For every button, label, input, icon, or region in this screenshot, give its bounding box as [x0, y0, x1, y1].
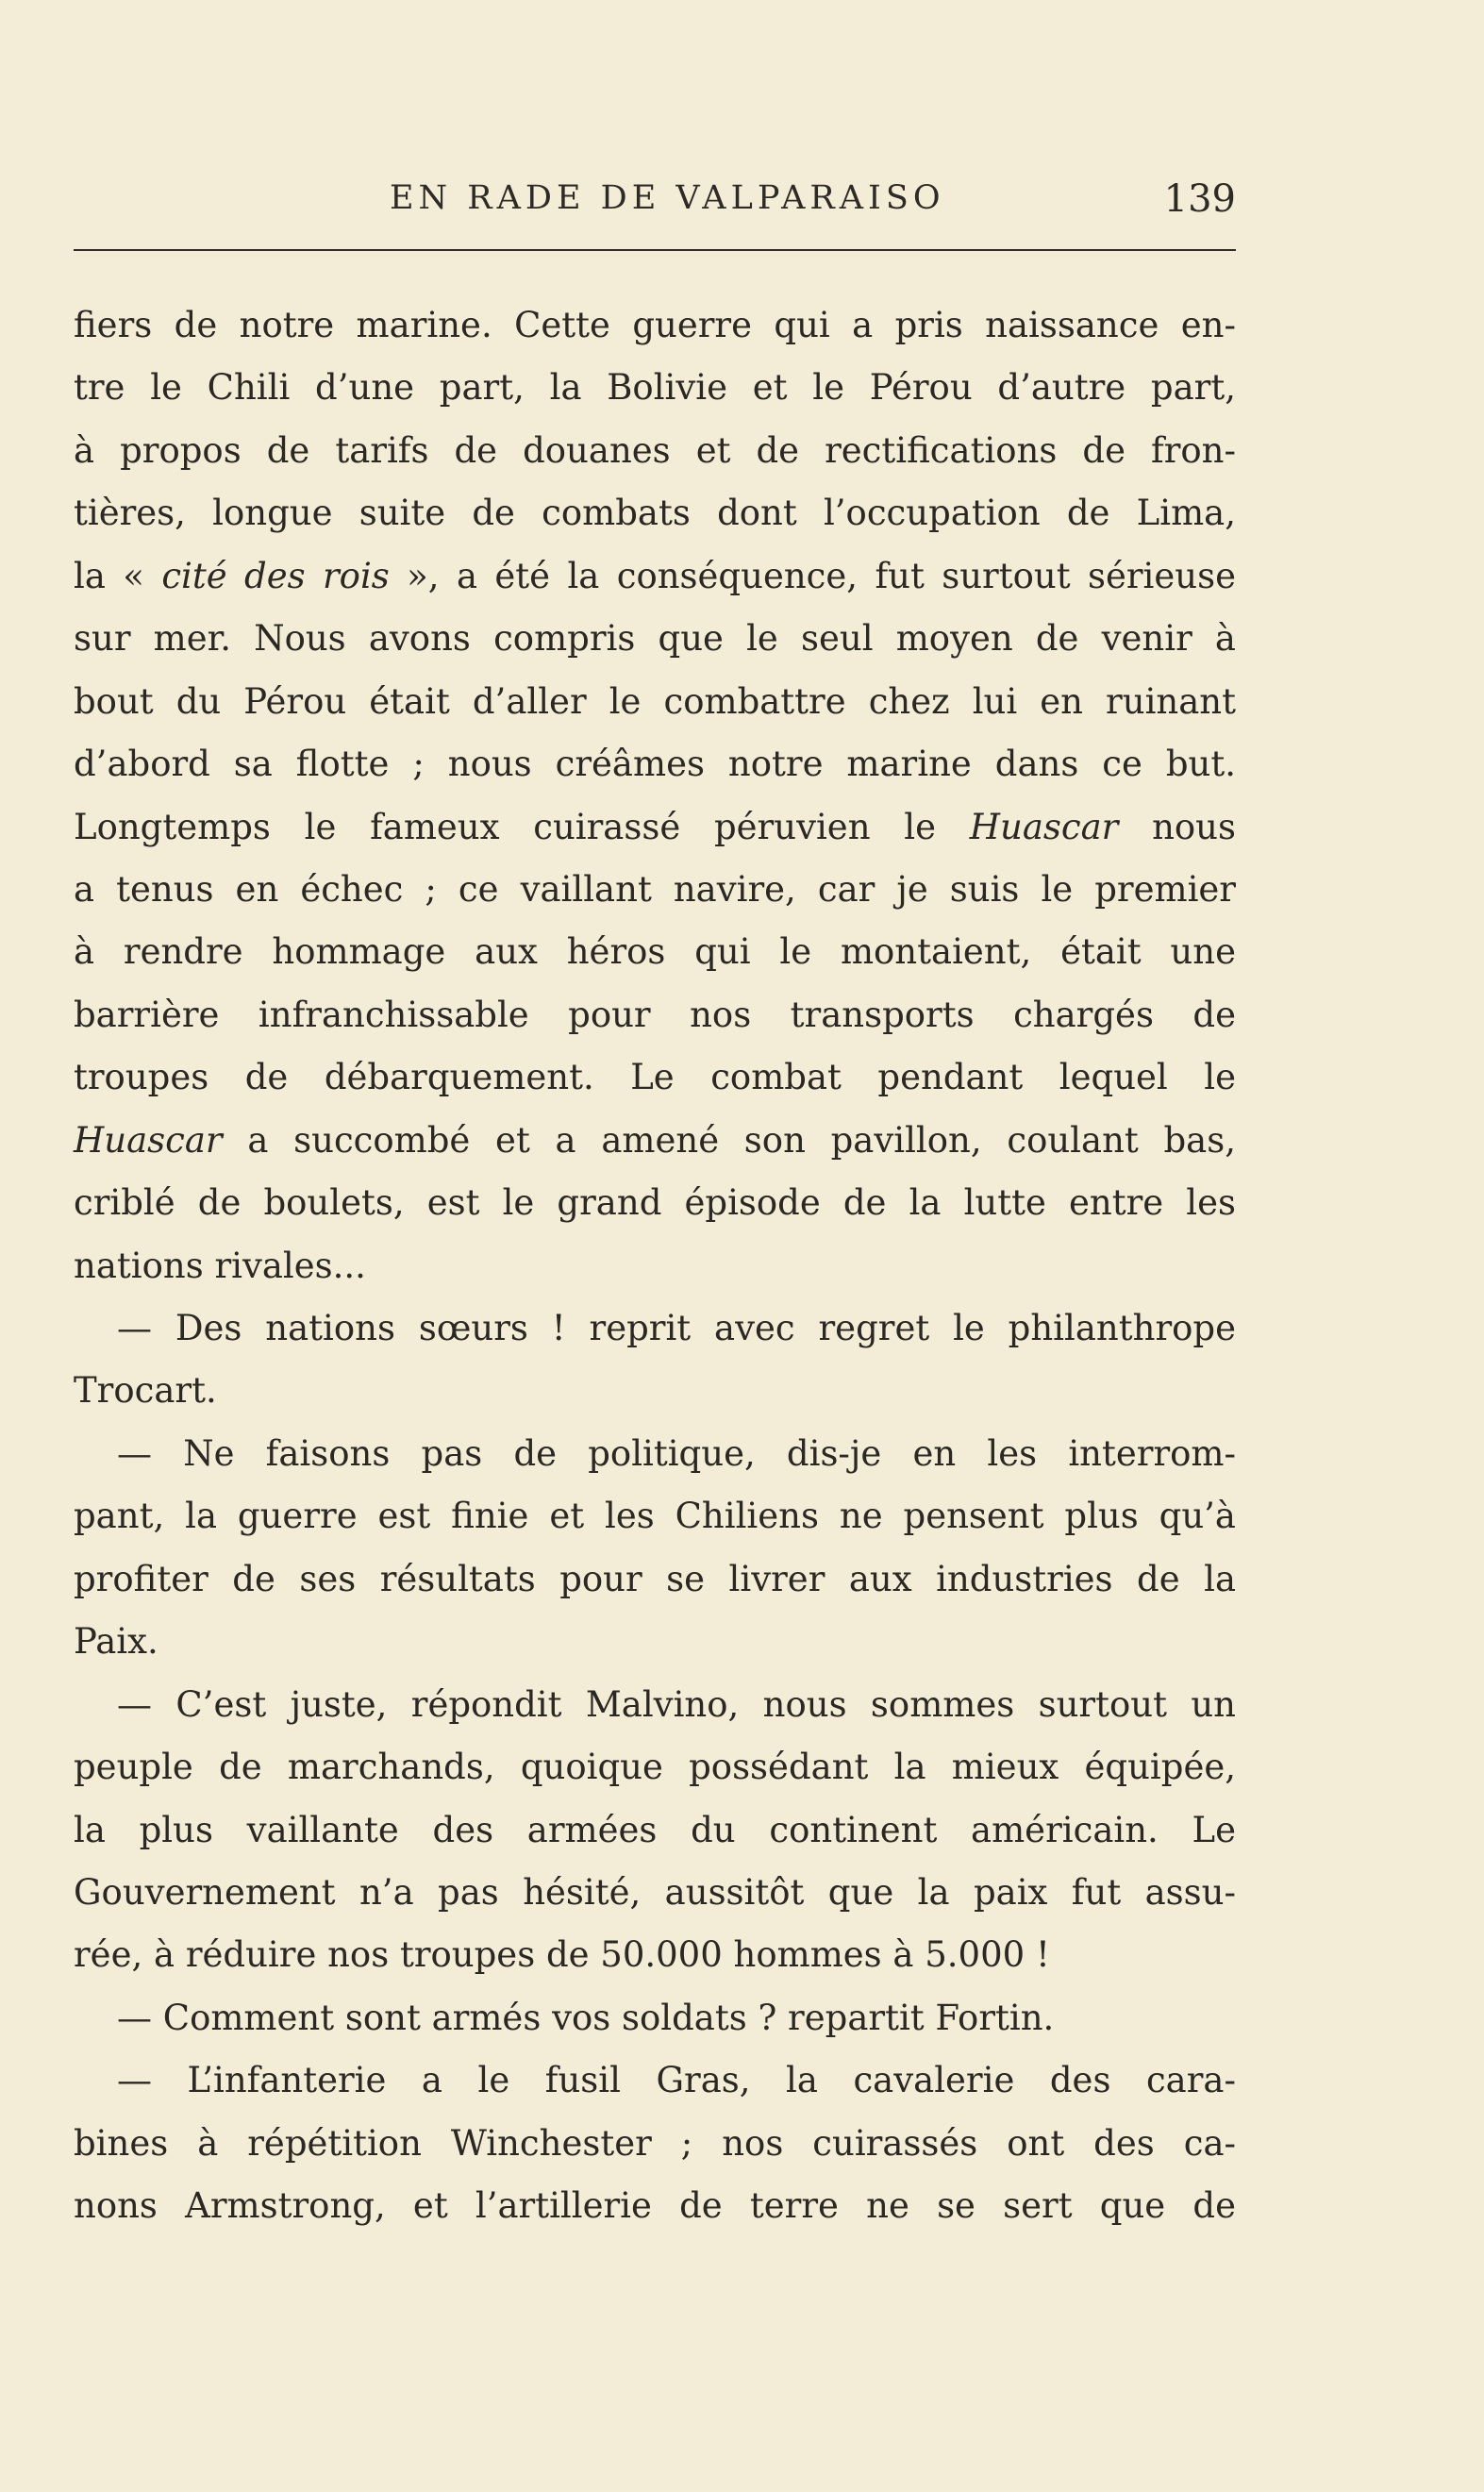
- text-line: la plus vaillante des armées du continent américain. Le: [74, 1809, 1236, 1850]
- text-line: tre le Chili d’une part, la Bolivie et le Pérou d’autre part,: [74, 367, 1236, 409]
- text-line: Gouvernement n’a pas hésité, aussitôt que la paix fut assu-: [74, 1871, 1236, 1913]
- text-line: nons Armstrong, et l’artillerie de terre ne se sert que de: [74, 2185, 1236, 2227]
- text-line: fiers de notre marine. Cette guerre qui a pris naissance en-: [74, 305, 1236, 345]
- text-run: nous: [1118, 806, 1236, 847]
- text-line: — Des nations sœurs ! reprit avec regret le philanthrope: [117, 1308, 1236, 1348]
- body-text: [74, 294, 1236, 2238]
- text-line: — Ne faisons pas de politique, dis-je en les interrom-: [117, 1432, 1236, 1474]
- text-line: nations rivales...: [74, 1245, 366, 1286]
- text-line: rée, à réduire nos troupes de 50.000 hommes à 5.000 !: [74, 1934, 1050, 1976]
- text-line: bines à répétition Winchester ; nos cuirassés ont des ca-: [74, 2122, 1236, 2164]
- text-run: a succombé et a amené son pavillon, coulant bas,: [222, 1119, 1236, 1161]
- running-title: EN RADE DE VALPARAISO: [390, 179, 945, 217]
- page-number: 139: [1163, 177, 1236, 221]
- header-rule: [74, 249, 1236, 251]
- text-line: [74, 1110, 1236, 1172]
- italic-run: Huascar: [74, 1119, 223, 1161]
- text-line: [74, 545, 1236, 608]
- text-run: Longtemps le fameux cuirassé péruvien le: [74, 806, 970, 847]
- text-line: troupes de débarquement. Le combat pendant lequel le: [74, 1057, 1236, 1098]
- text-line: — Comment sont armés vos soldats ? repartit Fortin.: [117, 1997, 1055, 2038]
- text-line: sur mer. Nous avons compris que le seul moyen de venir à: [74, 618, 1236, 660]
- text-line: a tenus en échec ; ce vaillant navire, car je suis le premier: [74, 868, 1236, 910]
- text-line: — L’infanterie a le fusil Gras, la cavalerie des cara-: [117, 2060, 1236, 2101]
- text-run: la «: [74, 555, 162, 596]
- text-line: Trocart.: [74, 1370, 217, 1412]
- text-line: peuple de marchands, quoique possédant la mieux équipée,: [74, 1747, 1236, 1788]
- italic-run: Huascar: [969, 806, 1119, 847]
- text-line: d’abord sa flotte ; nous créâmes notre marine dans ce but.: [74, 744, 1236, 785]
- text-line: tières, longue suite de combats dont l’occupation de Lima,: [74, 493, 1236, 534]
- text-line: [74, 796, 1236, 859]
- text-line: pant, la guerre est finie et les Chiliens ne pensent plus qu’à: [74, 1496, 1236, 1537]
- text-line: Paix.: [74, 1621, 158, 1663]
- text-line: à rendre hommage aux héros qui le montaient, était une: [74, 931, 1236, 973]
- text-run: », a été la conséquence, fut surtout sérieuse: [389, 555, 1236, 596]
- text-line: profiter de ses résultats pour se livrer aux industries de la: [74, 1558, 1236, 1599]
- italic-run: cité des rois: [161, 555, 390, 596]
- text-line: à propos de tarifs de douanes et de rectifications de fron-: [74, 429, 1236, 471]
- text-line: barrière infranchissable pour nos transports chargés de: [74, 994, 1236, 1035]
- running-head: [74, 176, 1236, 228]
- text-line: criblé de boulets, est le grand épisode de la lutte entre les: [74, 1182, 1236, 1224]
- text-line: bout du Pérou était d’aller le combattre chez lui en ruinant: [74, 680, 1236, 722]
- text-line: — C’est juste, répondit Malvino, nous sommes surtout un: [117, 1683, 1236, 1725]
